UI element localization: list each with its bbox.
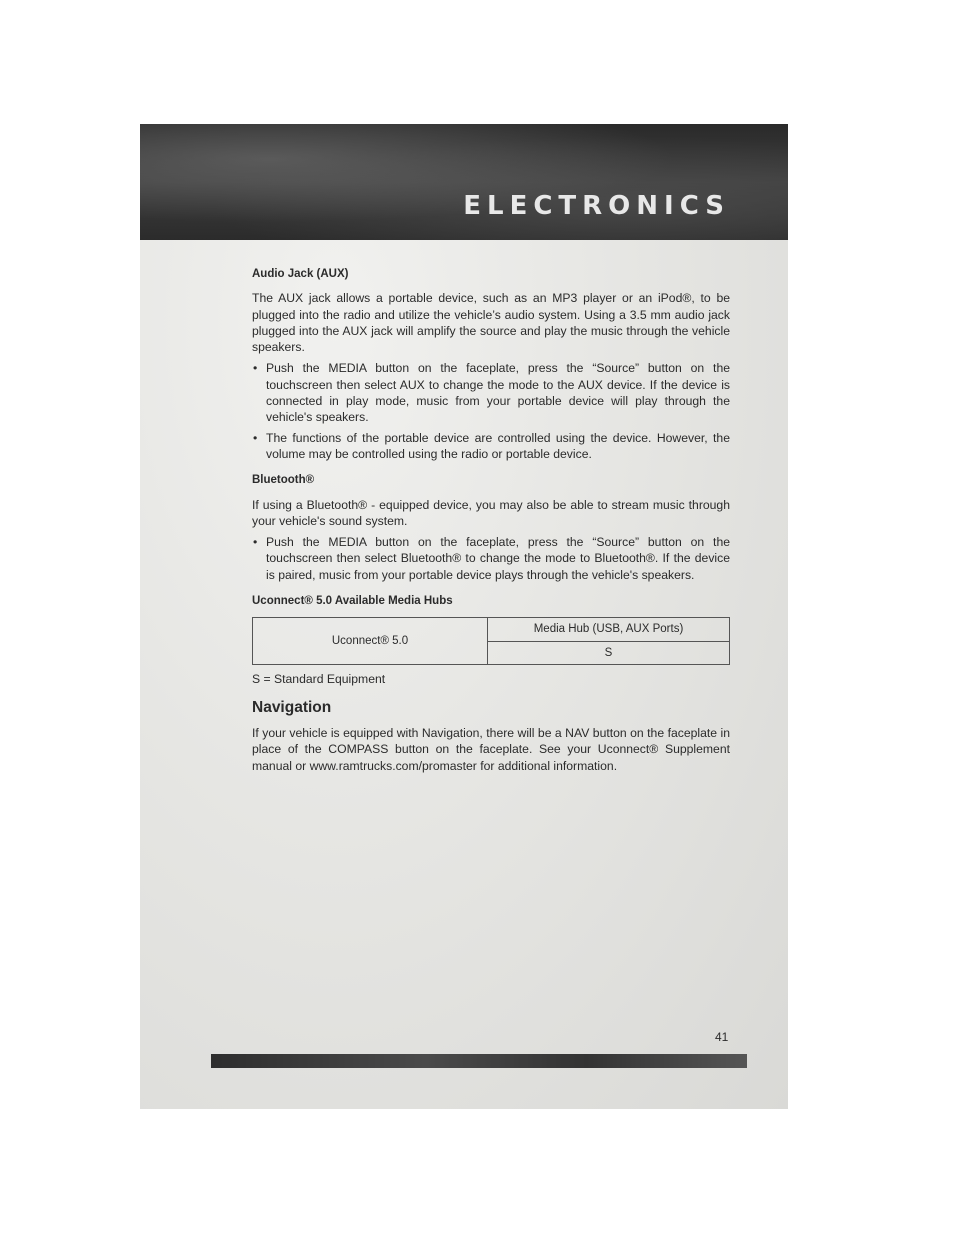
manual-page (140, 124, 788, 1109)
aux-intro: The AUX jack allows a portable device, such as an MP3 player or an iPod®, to be plugged into the radio and utilize the vehicle’s audio system. Using a 3.5 mm audio jack plugged into the AUX jack will amplify the source and play the music through the vehicle speakers. (252, 291, 730, 355)
bluetooth-heading: Bluetooth® (252, 474, 315, 487)
header-band (140, 124, 788, 240)
table-value-cell: S (488, 641, 730, 665)
navigation-heading: Navigation (252, 698, 332, 716)
bullet-dot: • (253, 361, 258, 376)
media-hubs-heading: Uconnect® 5.0 Available Media Hubs (252, 595, 453, 608)
media-hubs-table (252, 617, 730, 665)
table-column-header: Media Hub (USB, AUX Ports) (488, 618, 730, 642)
footer-band (211, 1054, 747, 1068)
table-legend: S = Standard Equipment (252, 672, 386, 687)
aux-bullet-1-text: Push the MEDIA button on the faceplate, press the “Source” button on the touchscreen then select AUX to change the mode to the AUX device. If the device is connected in play mode, music from your portable device will play through the vehicle's speakers. (266, 361, 730, 425)
bluetooth-bullet-1-text: Push the MEDIA button on the faceplate, press the “Source” button on the touchscreen then select Bluetooth® to change the mode to Bluetooth®. If the device is paired, music from your portable device plays through the vehicle's speakers. (266, 535, 730, 582)
table-row (253, 618, 730, 642)
bullet-dot: • (253, 535, 258, 550)
bullet-dot: • (253, 430, 258, 445)
navigation-body: If your vehicle is equipped with Navigation, there will be a NAV button on the faceplate in place of the COMPASS button on the faceplate. See your Uconnect® Supplement manual or www.ramtrucks.com/promaster for additional information. (252, 725, 730, 773)
aux-bullet-1 (252, 360, 730, 425)
bluetooth-bullet-1 (252, 534, 730, 583)
bluetooth-intro: If using a Bluetooth® - equipped device, you may also be able to stream music through your vehicle's sound system. (252, 497, 730, 528)
aux-bullet-2-text: The functions of the portable device are controlled using the device. However, the volume may be controlled using the radio or portable device. (266, 430, 730, 461)
aux-heading: Audio Jack (AUX) (252, 268, 349, 280)
table-model-cell: Uconnect® 5.0 (253, 618, 488, 665)
aux-bullet-2 (252, 430, 730, 463)
section-title: ELECTRONICS (463, 191, 730, 221)
page-content (252, 266, 730, 779)
page-number: 41 (715, 1030, 729, 1044)
